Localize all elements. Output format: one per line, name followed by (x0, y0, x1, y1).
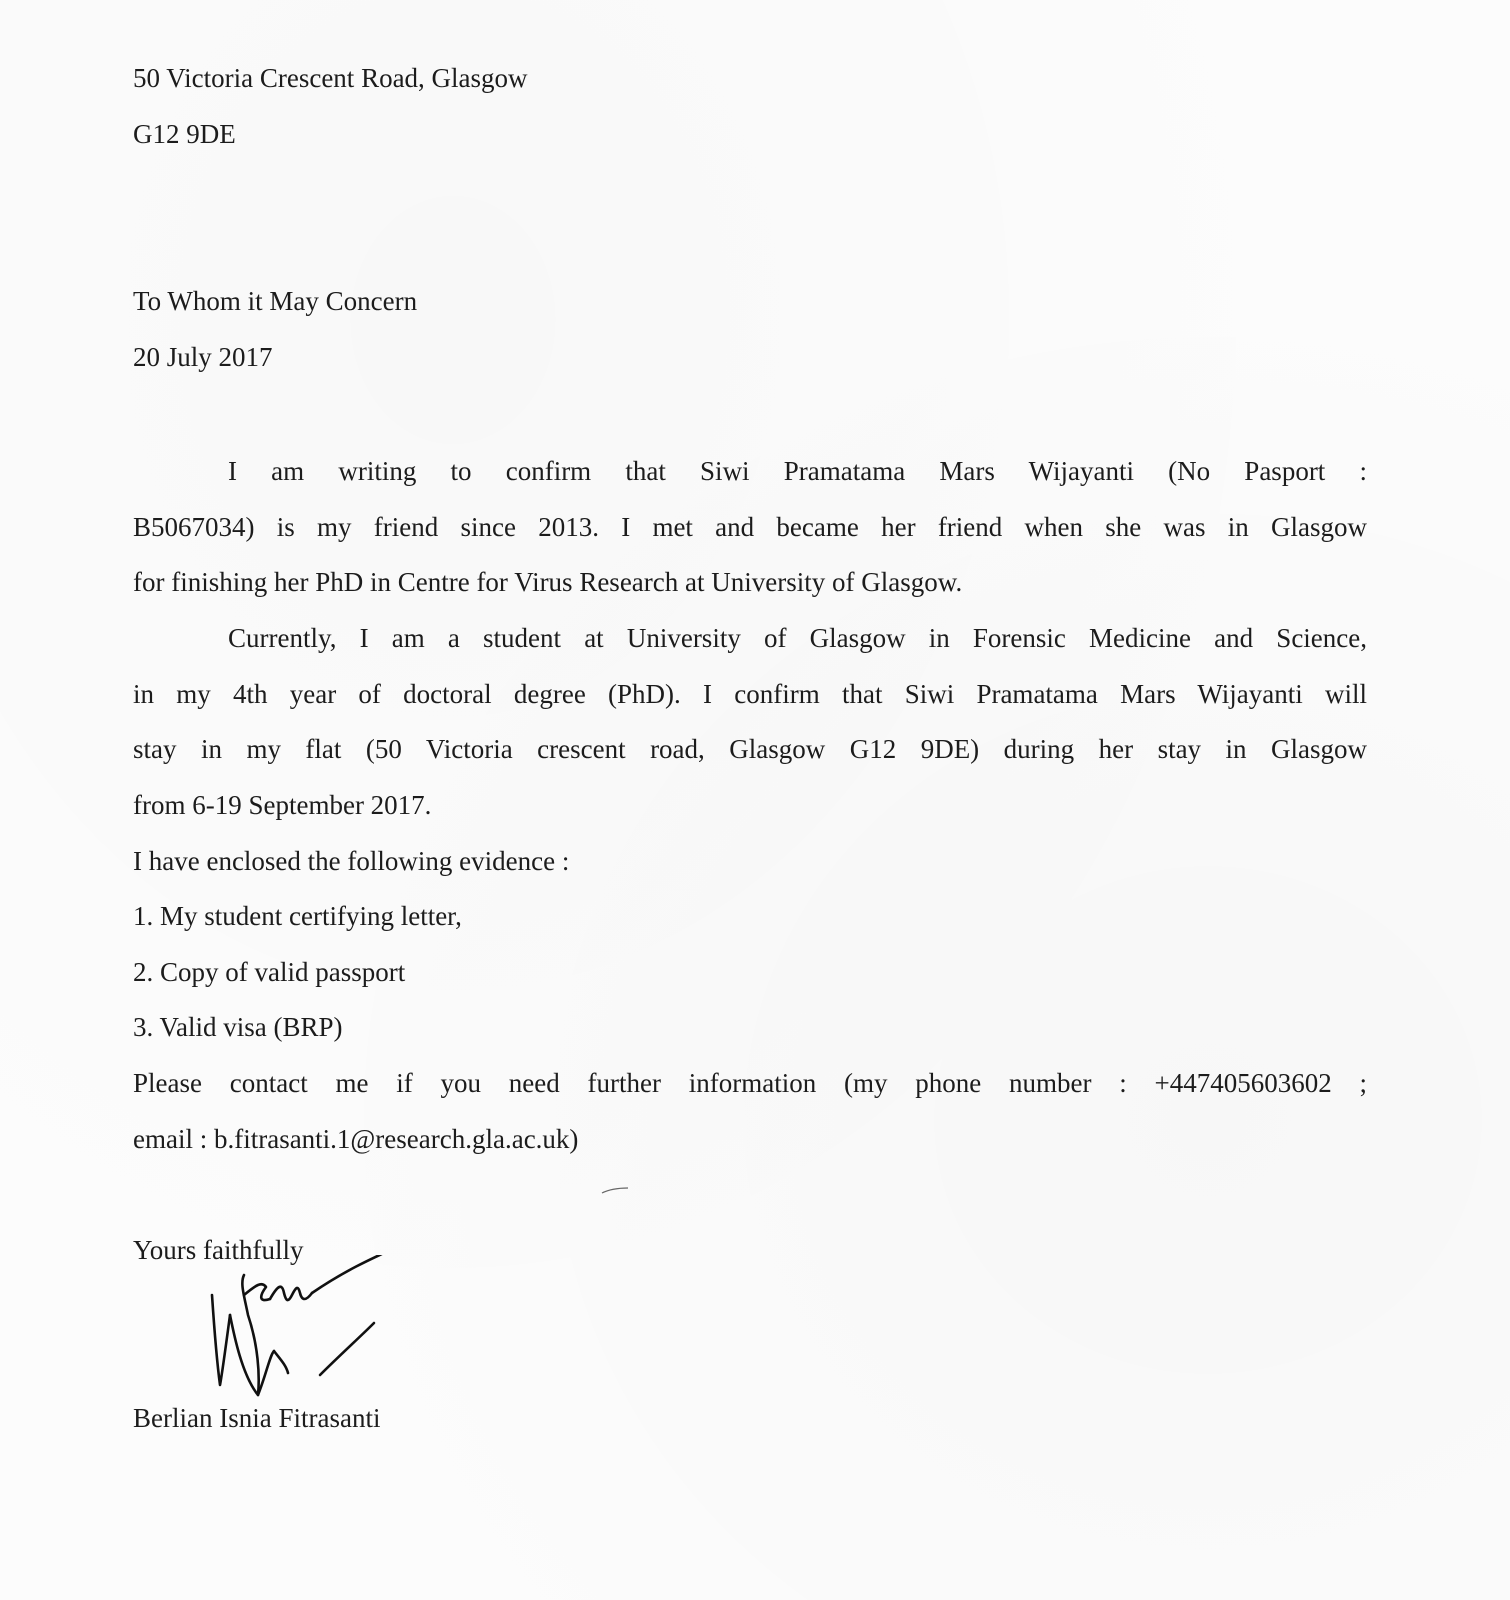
sender-address-line1: 50 Victoria Crescent Road, Glasgow (133, 63, 528, 93)
handwritten-signature-icon (200, 1255, 430, 1425)
evidence-intro: I have enclosed the following evidence : (133, 846, 570, 876)
paragraph-1-line-2: B5067034) is my friend since 2013. I met and became her friend when she was in Glasgow (133, 512, 1367, 542)
letter-date: 20 July 2017 (133, 342, 273, 372)
salutation: To Whom it May Concern (133, 286, 418, 316)
contact-line-1: Please contact me if you need further information (my phone number : +447405603602 ; (133, 1068, 1367, 1098)
paragraph-2-line-4: from 6-19 September 2017. (133, 790, 432, 820)
closing: Yours faithfully (133, 1235, 304, 1265)
paragraph-2-line-2: in my 4th year of doctoral degree (PhD). I confirm that Siwi Pramatama Mars Wijayanti will (133, 679, 1367, 709)
paragraph-1-line-1: I am writing to confirm that Siwi Pramatama Mars Wijayanti (No Pasport : (228, 456, 1367, 486)
paragraph-2-line-1: Currently, I am a student at University of Glasgow in Forensic Medicine and Science, (228, 623, 1367, 653)
sender-address-line2: G12 9DE (133, 119, 236, 149)
stray-pen-mark-icon (600, 1185, 630, 1195)
evidence-item: 3. Valid visa (BRP) (133, 1012, 343, 1042)
paragraph-2-line-3: stay in my flat (50 Victoria crescent road, Glasgow G12 9DE) during her stay in Glasgow (133, 734, 1367, 764)
evidence-item: 1. My student certifying letter, (133, 901, 462, 931)
signatory-name: Berlian Isnia Fitrasanti (133, 1403, 381, 1433)
contact-line-2: email : b.fitrasanti.1@research.gla.ac.uk) (133, 1124, 579, 1154)
evidence-item: 2. Copy of valid passport (133, 957, 406, 987)
paragraph-1-line-3: for finishing her PhD in Centre for Virus Research at University of Glasgow. (133, 567, 963, 597)
